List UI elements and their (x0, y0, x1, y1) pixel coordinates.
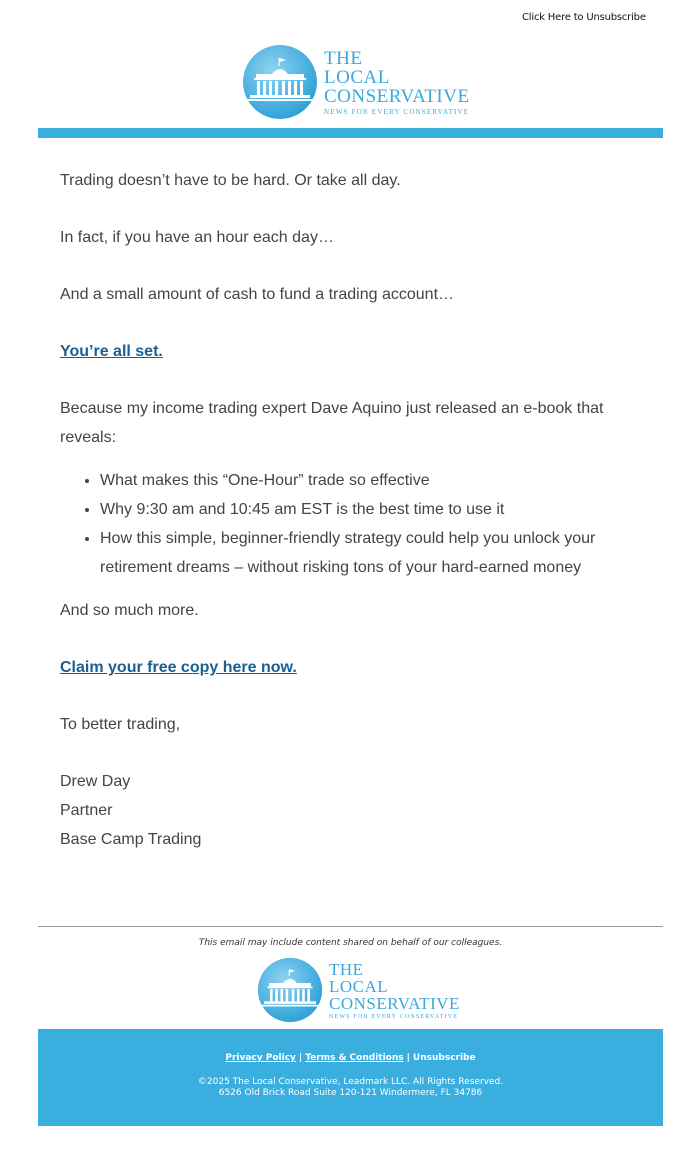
body-paragraph: Trading doesn’t have to be hard. Or take all day. (60, 172, 401, 189)
cta-link-all-set[interactable]: You’re all set. (60, 343, 163, 360)
signature-name: Drew Day (60, 773, 131, 790)
logo-line-1: THE (329, 959, 364, 979)
terms-conditions-link[interactable]: Terms & Conditions (305, 1053, 404, 1063)
body-paragraph: And a small amount of cash to fund a trading account… (60, 286, 455, 303)
logo-tagline: NEWS FOR EVERY CONSERVATIVE (329, 1013, 459, 1020)
footer-logo[interactable] (257, 957, 460, 1023)
signature-title: Partner (60, 802, 113, 819)
closing-line: To better trading, (60, 716, 181, 733)
unsubscribe-link-top[interactable]: Click Here to Unsubscribe (522, 12, 646, 23)
footer-links (38, 1053, 663, 1063)
link-separator: | (298, 1053, 303, 1063)
logo-line-1: THE (324, 47, 363, 69)
footer-bar (38, 1029, 663, 1126)
logo-line-2: LOCAL (329, 976, 389, 996)
capitol-building-icon (242, 44, 318, 120)
link-separator: | (406, 1053, 410, 1063)
list-item: • Why 9:30 am and 10:45 am EST is the best time to use it (100, 495, 620, 524)
logo-tagline: NEWS FOR EVERY CONSERVATIVE (324, 107, 470, 116)
body-paragraph: Because my income trading expert Dave Aquino just released an e-book that reveals: (60, 400, 604, 446)
colleague-disclaimer: This email may include content shared on behalf of our colleagues. (198, 938, 503, 948)
body-paragraph: In fact, if you have an hour each day… (60, 229, 334, 246)
privacy-policy-link[interactable]: Privacy Policy (225, 1053, 296, 1063)
capitol-building-icon (257, 957, 323, 1023)
logo-line-3: CONSERVATIVE (324, 85, 470, 107)
body-paragraph: And so much more. (60, 602, 199, 619)
cta-link-claim-copy[interactable]: Claim your free copy here now. (60, 659, 297, 676)
email-body (60, 166, 620, 854)
header-accent-bar (38, 128, 663, 138)
address-text: 6526 Old Brick Road Suite 120-121 Windermere, FL 34786 (218, 1088, 483, 1098)
logo-line-2: LOCAL (324, 66, 390, 88)
logo-line-3: CONSERVATIVE (329, 993, 460, 1013)
footer-divider (38, 926, 663, 927)
benefits-list (60, 466, 620, 582)
unsubscribe-link-footer[interactable]: Unsubscribe (412, 1053, 476, 1063)
list-item: • How this simple, beginner-friendly strategy could help you unlock your retirement dreams – without risking tons of your hard-earned money (100, 524, 620, 582)
signature-company: Base Camp Trading (60, 831, 202, 848)
site-logo[interactable] (242, 44, 470, 120)
list-item: • What makes this “One-Hour” trade so effective (100, 466, 620, 495)
copyright-text: ©2025 The Local Conservative, Leadmark LLC. All Rights Reserved. (197, 1077, 504, 1087)
signature (60, 767, 620, 854)
